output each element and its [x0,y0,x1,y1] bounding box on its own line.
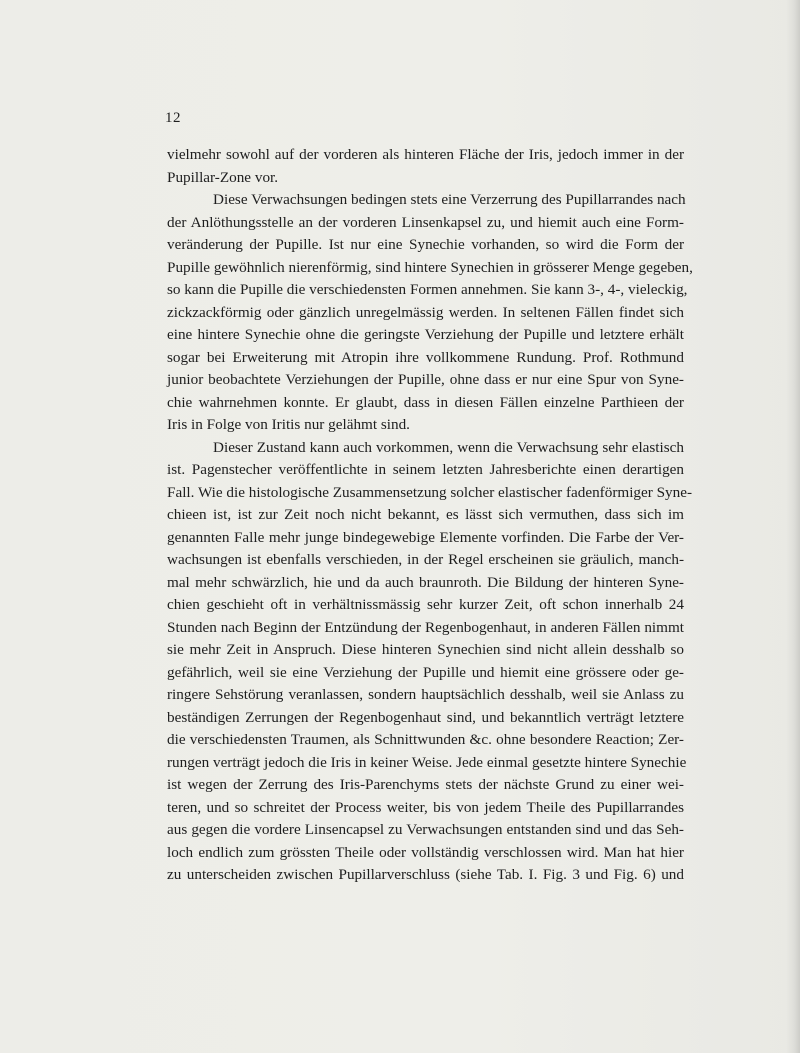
text-line: loch endlich zum grössten Theile oder vollständig verschlossen wird. Man hat hier [167,843,684,861]
text-line: die verschiedensten Traumen, als Schnittwunden &c. ohne besondere Reaction; Zer- [167,731,684,748]
text-line: Dieser Zustand kann auch vorkommen, wenn die Verwachsung sehr elastisch [213,438,684,456]
text-line: rungen verträgt jedoch die Iris in keiner Weise. Jede einmal gesetzte hintere Synechie [167,753,687,771]
text-line: sogar bei Erweiterung mit Atropin ihre vollkommene Rundung. Prof. Rothmund [167,348,684,366]
text-line: Iris in Folge von Iritis nur gelähmt sind. [167,416,410,433]
text-line: teren, und so schreitet der Process weiter, bis von jedem Theile des Pupillarrandes [167,798,684,816]
body-text [167,144,693,887]
text-line: beständigen Zerrungen der Regenbogenhaut sind, und bekanntlich verträgt letztere [167,708,684,726]
text-line: so kann die Pupille die verschiedensten Formen annehmen. Sie kann 3-, 4-, vieleckig, [167,281,688,298]
text-line: der Anlöthungsstelle an der vorderen Linsenkapsel zu, und hiemit auch eine Form- [167,213,684,231]
text-line: ist wegen der Zerrung des Iris-Parenchyms stets der nächste Grund zu einer wei- [167,776,684,793]
text-line: veränderung der Pupille. Ist nur eine Synechie vorhanden, so wird die Form der [167,236,684,253]
text-line: vielmehr sowohl auf der vorderen als hinteren Fläche der Iris, jedoch immer in der [167,146,684,163]
page-number: 12 [165,110,181,126]
text-line: genannten Falle mehr junge bindegewebige Elemente vorfinden. Die Farbe der Ver- [167,528,684,546]
text-line: mal mehr schwärzlich, hie und da auch braunroth. Die Bildung der hinteren Syne- [167,573,684,591]
text-line: chien geschieht oft in verhältnissmässig sehr kurzer Zeit, oft schon innerhalb 24 [167,596,684,613]
text-line: chie wahrnehmen konnte. Er glaubt, dass in diesen Fällen einzelne Parthieen der [167,393,684,411]
text-line: Diese Verwachsungen bedingen stets eine Verzerrung des Pupillarrandes nach [213,191,686,208]
text-line: zickzackförmig oder gänzlich unregelmässig werden. In seltenen Fällen findet sich [167,303,684,321]
text-line: ringere Sehstörung veranlassen, sondern hauptsächlich desshalb, weil sie Anlass zu [167,686,684,703]
text-line: Pupillar-Zone vor. [167,168,279,186]
text-line: aus gegen die vordere Linsencapsel zu Verwachsungen entstanden sind und das Seh- [167,821,684,838]
text-line: chieen ist, ist zur Zeit noch nicht bekannt, es lässt sich vermuthen, dass sich im [167,506,684,523]
text-line: junior beobachtete Verziehungen der Pupille, ohne dass er nur eine Spur von Syne- [167,371,684,388]
text-line: wachsungen ist ebenfalls verschieden, in der Regel erscheinen sie gräulich, manch- [167,551,684,568]
text-line: eine hintere Synechie ohne die geringste Verziehung der Pupille und letztere erhält [167,326,684,343]
text-line: zu unterscheiden zwischen Pupillarverschluss (siehe Tab. I. Fig. 3 und Fig. 6) und [167,866,684,883]
text-line: gefährlich, weil sie eine Verziehung der Pupille und hiemit eine grössere oder ge- [167,663,684,681]
text-line: ist. Pagenstecher veröffentlichte in seinem letzten Jahresberichte einen derartigen [167,461,684,478]
text-line: Stunden nach Beginn der Entzündung der Regenbogenhaut, in anderen Fällen nimmt [167,618,684,636]
text-line: Pupille gewöhnlich nierenförmig, sind hintere Synechien in grösserer Menge gegeben, [167,258,693,276]
page-edge-shadow [786,0,800,1053]
text-line: sie mehr Zeit in Anspruch. Diese hinteren Synechien sind nicht allein desshalb so [167,641,684,658]
text-line: Fall. Wie die histologische Zusammensetzung solcher elastischer fadenförmiger Syne- [167,483,693,501]
